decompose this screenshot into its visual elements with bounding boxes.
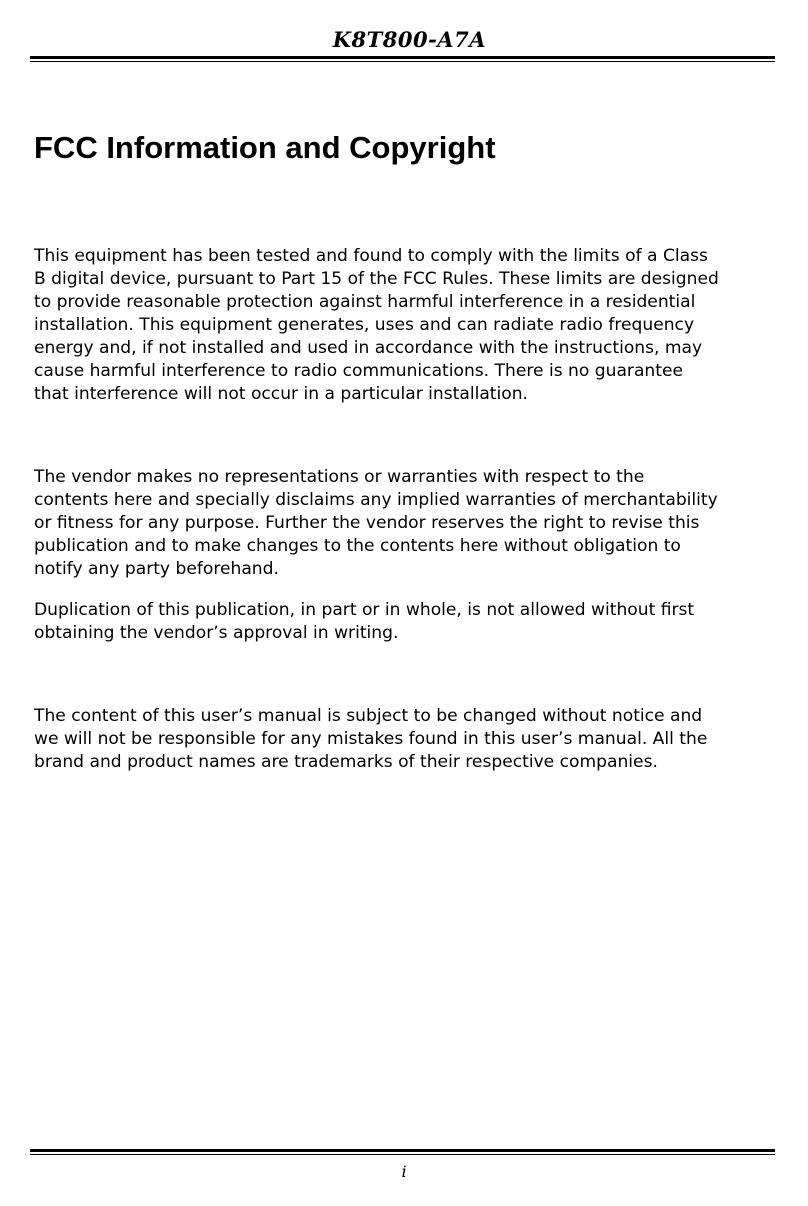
duplication-notice-paragraph: Duplication of this publication, in part or in whole, is not allowed without first obtaining the vendor’s approval in writing.	[34, 600, 695, 643]
fcc-compliance-paragraph: This equipment has been tested and found to comply with the limits of a Class B digital device, pursuant to Part 15 of the FCC Rules. These limits are designed to provide reasonable protection against harmful interference in a residential installation. This equipment generates, uses and can radiate radio frequency energy and, if not installed and used in accordance with the instructions, may cause harmful interference to radio communications. There is no guarantee that interference will not occur in a particular installation.	[34, 246, 719, 404]
header-divider-thin-line	[30, 61, 775, 62]
header-divider-thick-line	[30, 56, 775, 59]
warranty-disclaimer-paragraph: The vendor makes no representations or warranties with respect to the contents here and specially disclaims any implied warranties of merchantability or fitness for any purpose. Further the vendor reserves the right to revise this publication and to make changes to the contents here without obligation to notify any party beforehand.	[34, 467, 718, 579]
footer-divider-thin-line	[30, 1154, 775, 1155]
header-divider	[30, 56, 775, 62]
page-number: i	[401, 1162, 407, 1181]
page-title: FCC Information and Copyright	[34, 130, 496, 165]
header-model-name: K8T800-A7A	[332, 27, 486, 52]
footer-divider-thick-line	[30, 1149, 775, 1152]
footer-divider	[30, 1149, 775, 1155]
trademark-notice-paragraph: The content of this user’s manual is subject to be changed without notice and we will not be responsible for any mistakes found in this user’s manual. All the brand and product names are trademarks of their respective companies.	[34, 706, 708, 772]
